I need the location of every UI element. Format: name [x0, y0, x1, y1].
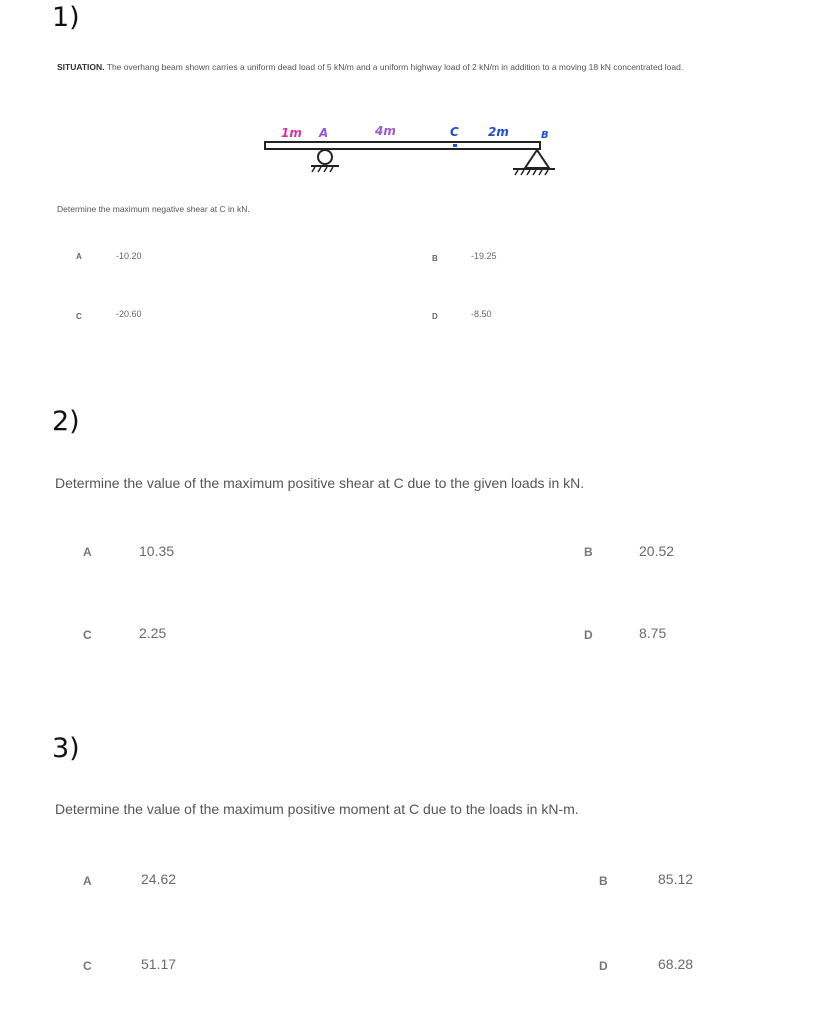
question-3-text: Determine the value of the maximum positive moment at C due to the loads in kN-m. — [55, 801, 579, 817]
label-a: A — [319, 126, 329, 140]
q3-option-c-letter[interactable]: C — [83, 959, 92, 973]
q2-option-b-value[interactable]: 20.52 — [639, 543, 675, 559]
q1-option-d-letter[interactable]: D — [432, 312, 438, 321]
q3-option-a-letter[interactable]: A — [83, 874, 92, 888]
q1-option-c-letter[interactable]: C — [76, 312, 82, 321]
question-2-text: Determine the value of the maximum positive shear at C due to the given loads in kN. — [55, 475, 585, 491]
situation-label: SITUATION. — [57, 62, 105, 72]
question-1-text: Determine the maximum negative shear at C in kN. — [57, 204, 250, 214]
q3-option-d-value[interactable]: 68.28 — [658, 956, 694, 972]
pin-support-b — [513, 150, 555, 175]
q3-option-b-value[interactable]: 85.12 — [658, 871, 694, 887]
q2-option-c-value[interactable]: 2.25 — [139, 625, 167, 641]
beam-diagram — [255, 115, 575, 185]
label-4m: 4m — [375, 124, 396, 138]
q2-option-c-letter[interactable]: C — [83, 628, 92, 642]
q3-option-c-value[interactable]: 51.17 — [141, 956, 177, 972]
q2-option-a-letter[interactable]: A — [83, 545, 92, 559]
beam — [265, 142, 540, 149]
question-3-number: 3) — [52, 733, 80, 764]
label-2m: 2m — [488, 125, 509, 139]
q2-option-d-letter[interactable]: D — [584, 628, 593, 642]
point-c-marker — [453, 144, 457, 147]
q3-option-b-letter[interactable]: B — [599, 874, 608, 888]
q1-option-b-letter[interactable]: B — [432, 254, 438, 263]
label-b: B — [541, 130, 549, 141]
q1-option-b-value[interactable]: -19.25 — [471, 251, 497, 261]
situation-text — [57, 59, 757, 75]
q1-option-c-value[interactable]: -20.60 — [116, 309, 142, 319]
question-2-number: 2) — [52, 406, 80, 437]
q1-option-a-letter[interactable]: A — [76, 252, 82, 261]
q1-option-a-value[interactable]: -10.20 — [116, 251, 142, 261]
label-c: C — [450, 125, 459, 139]
label-1m: 1m — [281, 126, 302, 140]
q3-option-d-letter[interactable]: D — [599, 959, 608, 973]
q2-option-a-value[interactable]: 10.35 — [139, 543, 175, 559]
roller-support-a — [311, 150, 339, 172]
q2-option-b-letter[interactable]: B — [584, 545, 593, 559]
q2-option-d-value[interactable]: 8.75 — [639, 625, 667, 641]
q3-option-a-value[interactable]: 24.62 — [141, 871, 177, 887]
q1-option-d-value[interactable]: -8.50 — [471, 309, 492, 319]
question-1-number: 1) — [52, 2, 80, 33]
situation-body: The overhang beam shown carries a uniform dead load of 5 kN/m and a uniform highway load of 2 kN/m in addition to a moving 18 kN concentrated load. — [104, 62, 684, 72]
